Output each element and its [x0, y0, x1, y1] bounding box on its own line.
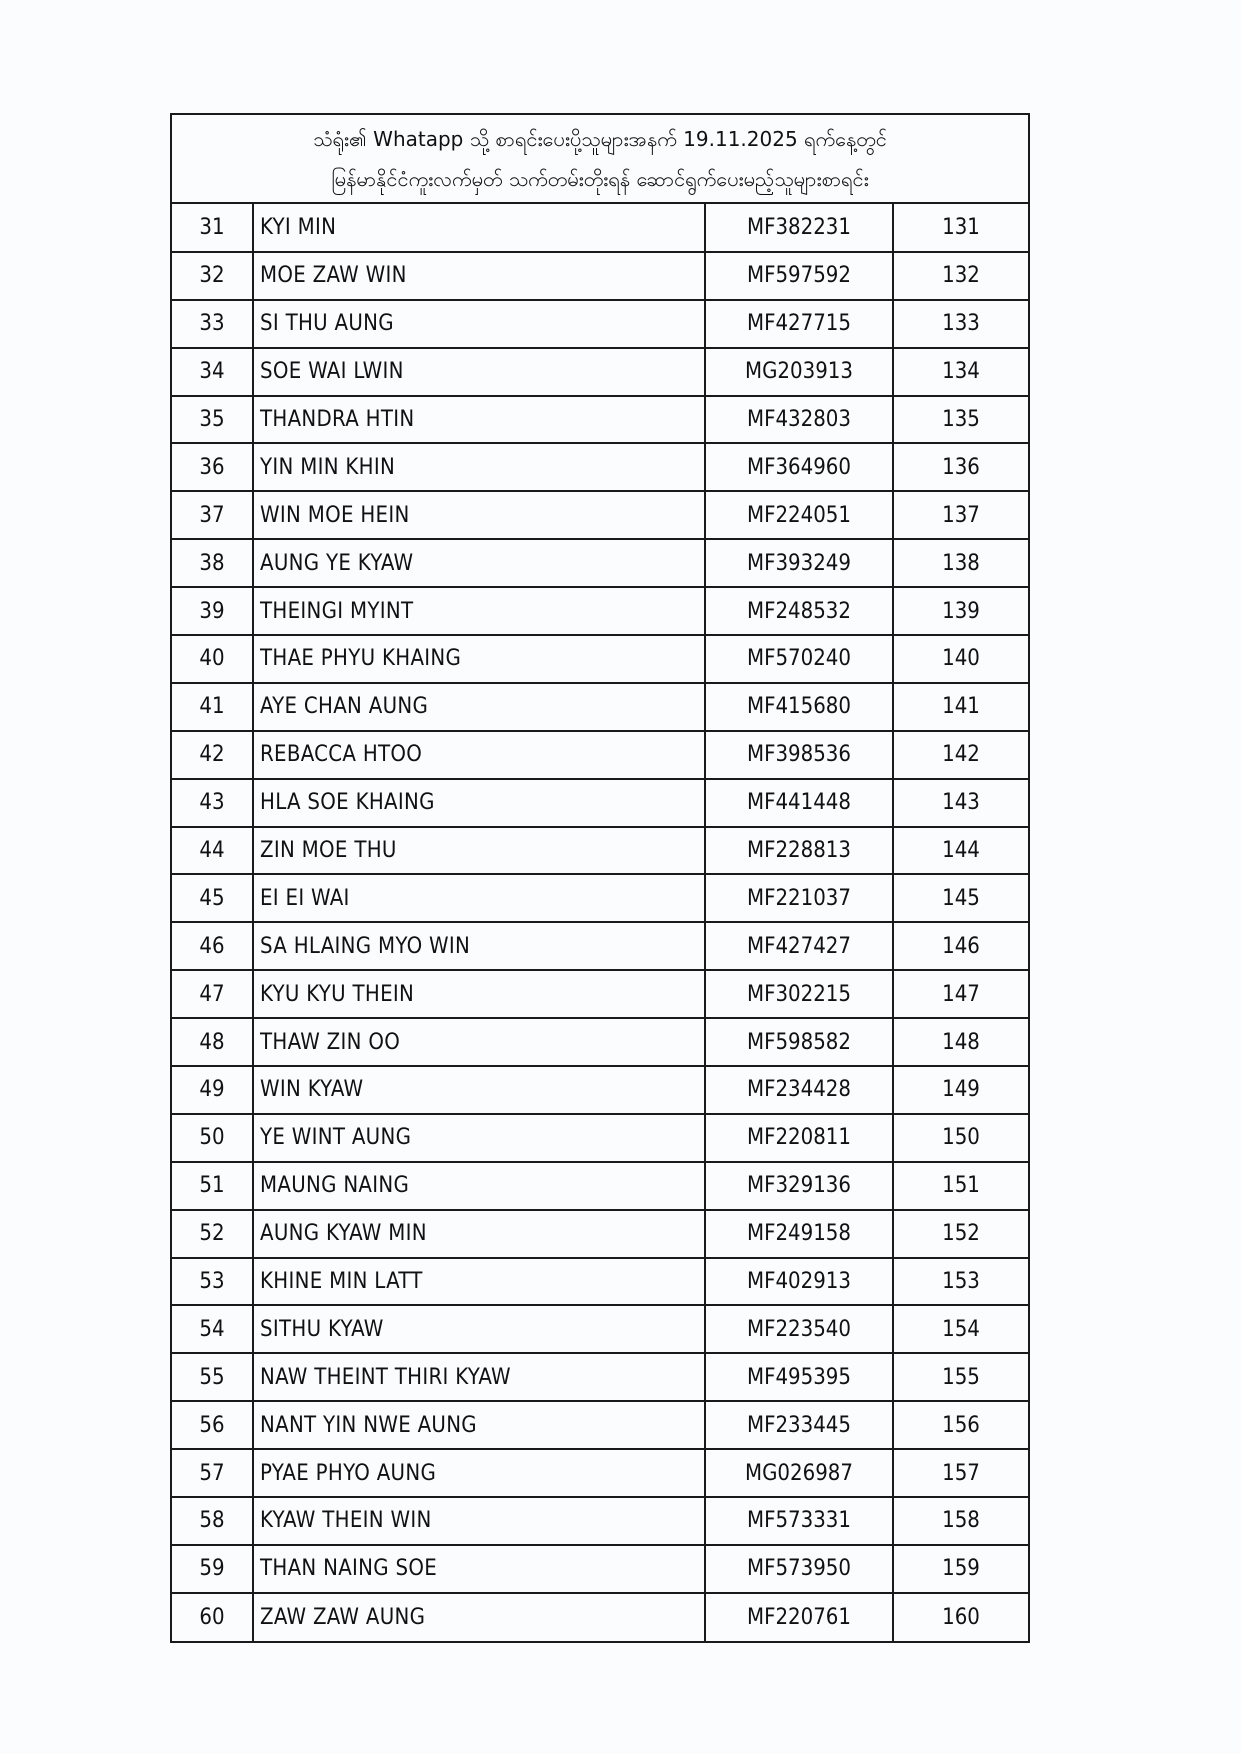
applicant-name: MOE ZAW WIN: [260, 263, 407, 289]
applicant-name: SITHU KYAW: [260, 1316, 384, 1342]
row-number: 37: [199, 502, 225, 528]
table-row: [172, 827, 1028, 875]
row-number-cell: [172, 1210, 253, 1258]
row-number: 53: [199, 1269, 225, 1295]
row-number-cell: [172, 348, 253, 396]
applicant-name-cell: [253, 443, 705, 491]
sequence-number: 154: [942, 1316, 980, 1342]
row-number-cell: [172, 1066, 253, 1114]
table-row: [172, 1305, 1028, 1353]
applicant-name-cell: [253, 922, 705, 970]
passport-number-cell: [705, 1353, 893, 1401]
sequence-number: 157: [942, 1460, 980, 1486]
passport-number-cell: [705, 1449, 893, 1497]
sequence-number-cell: [893, 779, 1028, 827]
sequence-number-cell: [893, 1545, 1028, 1593]
row-number-cell: [172, 827, 253, 875]
row-number-cell: [172, 539, 253, 587]
row-number-cell: [172, 1018, 253, 1066]
row-number-cell: [172, 1593, 253, 1641]
passport-number-cell: [705, 827, 893, 875]
passport-number: MF432803: [746, 407, 851, 432]
table-row: [172, 300, 1028, 348]
sequence-number: 144: [942, 838, 980, 864]
row-number: 35: [199, 407, 225, 432]
sequence-number: 145: [942, 885, 980, 911]
table-row: [172, 922, 1028, 970]
sequence-number: 150: [942, 1125, 980, 1151]
passport-number: MF427427: [746, 933, 851, 959]
passport-number: MF233445: [746, 1412, 851, 1438]
table-row: [172, 635, 1028, 683]
applicant-name-cell: [253, 1305, 705, 1353]
passport-number-cell: [705, 396, 893, 444]
applicant-name-cell: [253, 779, 705, 827]
sequence-number: 158: [942, 1508, 980, 1534]
passport-number: MF382231: [746, 214, 851, 240]
sequence-number-cell: [893, 1210, 1028, 1258]
row-number-cell: [172, 970, 253, 1018]
applicant-table-body: [172, 204, 1028, 1641]
row-number-cell: [172, 1449, 253, 1497]
sequence-number-cell: [893, 1497, 1028, 1545]
applicant-name-cell: [253, 300, 705, 348]
table-row: [172, 874, 1028, 922]
sequence-number-cell: [893, 443, 1028, 491]
passport-number: MF228813: [746, 838, 851, 864]
applicant-name: WIN KYAW: [260, 1077, 364, 1103]
sequence-number-cell: [893, 1401, 1028, 1449]
applicant-name: THANDRA HTIN: [260, 407, 415, 432]
applicant-name: PYAE PHYO AUNG: [260, 1460, 437, 1486]
sequence-number-cell: [893, 252, 1028, 300]
sequence-number: 147: [942, 981, 980, 1007]
table-row: [172, 1353, 1028, 1401]
sequence-number: 135: [942, 407, 980, 432]
applicant-name: AYE CHAN AUNG: [260, 694, 429, 720]
sequence-number-cell: [893, 396, 1028, 444]
passport-number: MF223540: [746, 1316, 851, 1342]
table-row: [172, 779, 1028, 827]
passport-number-cell: [705, 1066, 893, 1114]
passport-number: MF224051: [746, 502, 851, 528]
sequence-number-cell: [893, 922, 1028, 970]
passport-number-cell: [705, 491, 893, 539]
sequence-number: 153: [942, 1269, 980, 1295]
applicant-name-cell: [253, 1114, 705, 1162]
row-number-cell: [172, 635, 253, 683]
sequence-number: 131: [942, 214, 980, 240]
sequence-number: 133: [942, 311, 980, 337]
sequence-number: 156: [942, 1412, 980, 1438]
passport-number-cell: [705, 539, 893, 587]
applicant-name: THAW ZIN OO: [260, 1029, 401, 1055]
sequence-number-cell: [893, 300, 1028, 348]
row-number-cell: [172, 731, 253, 779]
row-number-cell: [172, 1114, 253, 1162]
row-number-cell: [172, 1497, 253, 1545]
applicant-name: MAUNG NAING: [260, 1173, 410, 1199]
row-number: 59: [199, 1556, 225, 1582]
passport-number-cell: [705, 587, 893, 635]
table-row: [172, 1401, 1028, 1449]
row-number: 56: [199, 1412, 225, 1438]
passport-number: MF495395: [746, 1364, 851, 1390]
sequence-number-cell: [893, 1066, 1028, 1114]
passport-number: MF221037: [746, 885, 851, 911]
sequence-number-cell: [893, 970, 1028, 1018]
applicant-name-cell: [253, 1258, 705, 1306]
passport-number: MF302215: [746, 981, 851, 1007]
sequence-number: 142: [942, 742, 980, 768]
passport-number-cell: [705, 1305, 893, 1353]
row-number: 60: [199, 1604, 225, 1630]
row-number-cell: [172, 1305, 253, 1353]
sequence-number: 151: [942, 1173, 980, 1199]
applicant-name-cell: [253, 970, 705, 1018]
passport-number: MF570240: [746, 646, 851, 672]
table-row: [172, 348, 1028, 396]
passport-number-cell: [705, 731, 893, 779]
sequence-number-cell: [893, 491, 1028, 539]
passport-number-cell: [705, 779, 893, 827]
passport-number-cell: [705, 874, 893, 922]
applicant-name: THAN NAING SOE: [260, 1556, 438, 1582]
row-number-cell: [172, 252, 253, 300]
row-number: 48: [199, 1029, 225, 1055]
row-number-cell: [172, 1401, 253, 1449]
sequence-number: 152: [942, 1221, 980, 1247]
table-row: [172, 1545, 1028, 1593]
applicant-name-cell: [253, 1401, 705, 1449]
applicant-name: SOE WAI LWIN: [260, 359, 404, 385]
table-row: [172, 731, 1028, 779]
applicant-name: ZIN MOE THU: [260, 838, 397, 864]
passport-number-cell: [705, 1401, 893, 1449]
passport-number-cell: [705, 1210, 893, 1258]
table-row: [172, 1258, 1028, 1306]
sequence-number-cell: [893, 1305, 1028, 1353]
sequence-number: 148: [942, 1029, 980, 1055]
row-number-cell: [172, 1545, 253, 1593]
passport-number: MF248532: [746, 598, 851, 624]
passport-number: MF329136: [746, 1173, 851, 1199]
table-row: [172, 587, 1028, 635]
sequence-number-cell: [893, 1593, 1028, 1641]
applicant-name-cell: [253, 1162, 705, 1210]
sequence-number-cell: [893, 731, 1028, 779]
applicant-name-cell: [253, 491, 705, 539]
passport-number: MF393249: [746, 550, 851, 576]
row-number: 36: [199, 454, 225, 480]
applicant-name-cell: [253, 874, 705, 922]
row-number-cell: [172, 396, 253, 444]
sequence-number: 140: [942, 646, 980, 672]
passport-number-cell: [705, 348, 893, 396]
sequence-number: 136: [942, 454, 980, 480]
sequence-number: 155: [942, 1364, 980, 1390]
applicant-name-cell: [253, 348, 705, 396]
passport-number: MF597592: [746, 263, 851, 289]
passport-number-cell: [705, 1114, 893, 1162]
sequence-number-cell: [893, 874, 1028, 922]
passport-number-cell: [705, 204, 893, 252]
row-number: 44: [199, 838, 225, 864]
passport-number: MF415680: [746, 694, 851, 720]
passport-number: MF598582: [746, 1029, 851, 1055]
row-number-cell: [172, 300, 253, 348]
row-number: 46: [199, 933, 225, 959]
sequence-number-cell: [893, 683, 1028, 731]
row-number: 40: [199, 646, 225, 672]
row-number: 51: [199, 1173, 225, 1199]
passport-number: MF427715: [746, 311, 851, 337]
sequence-number: 139: [942, 598, 980, 624]
row-number: 47: [199, 981, 225, 1007]
applicant-name-cell: [253, 1210, 705, 1258]
applicant-name-cell: [253, 1593, 705, 1641]
passport-number-cell: [705, 1545, 893, 1593]
table-row: [172, 1066, 1028, 1114]
row-number-cell: [172, 1258, 253, 1306]
table-row: [172, 1593, 1028, 1641]
sequence-number: 141: [942, 694, 980, 720]
row-number: 52: [199, 1221, 225, 1247]
row-number: 54: [199, 1316, 225, 1342]
sequence-number-cell: [893, 587, 1028, 635]
sequence-number: 149: [942, 1077, 980, 1103]
table-row: [172, 1497, 1028, 1545]
sequence-number-cell: [893, 204, 1028, 252]
applicant-name: YIN MIN KHIN: [260, 454, 396, 480]
passport-number: MF573331: [746, 1508, 851, 1534]
sequence-number: 146: [942, 933, 980, 959]
applicant-name-cell: [253, 683, 705, 731]
row-number: 32: [199, 263, 225, 289]
passport-number: MF249158: [746, 1221, 851, 1247]
row-number-cell: [172, 683, 253, 731]
passport-number: MF220761: [746, 1604, 851, 1630]
passport-number: MF398536: [746, 742, 851, 768]
applicant-name-cell: [253, 635, 705, 683]
passport-number: MF441448: [746, 790, 851, 816]
sequence-number-cell: [893, 1258, 1028, 1306]
passport-number: MF402913: [746, 1269, 851, 1295]
row-number-cell: [172, 922, 253, 970]
passport-number: MF364960: [746, 454, 851, 480]
applicant-name-cell: [253, 1018, 705, 1066]
applicant-name: NAW THEINT THIRI KYAW: [260, 1364, 511, 1390]
sequence-number: 134: [942, 359, 980, 385]
row-number: 50: [199, 1125, 225, 1151]
applicant-name-cell: [253, 731, 705, 779]
table-row: [172, 539, 1028, 587]
applicant-name-cell: [253, 252, 705, 300]
applicant-name-cell: [253, 539, 705, 587]
applicant-name: THAE PHYU KHAING: [260, 646, 462, 672]
row-number-cell: [172, 1353, 253, 1401]
row-number: 55: [199, 1364, 225, 1390]
applicant-name-cell: [253, 1353, 705, 1401]
passport-number-cell: [705, 252, 893, 300]
row-number-cell: [172, 491, 253, 539]
passport-number-cell: [705, 1162, 893, 1210]
table-row: [172, 252, 1028, 300]
passport-number: MF220811: [746, 1125, 851, 1151]
sequence-number-cell: [893, 348, 1028, 396]
sequence-number-cell: [893, 1018, 1028, 1066]
sequence-number-cell: [893, 1353, 1028, 1401]
passport-number-cell: [705, 1018, 893, 1066]
applicant-name-cell: [253, 1066, 705, 1114]
passport-number: MF573950: [746, 1556, 851, 1582]
row-number: 34: [199, 359, 225, 385]
applicant-name: KYU KYU THEIN: [260, 981, 415, 1007]
list-title: [172, 115, 1028, 204]
row-number-cell: [172, 443, 253, 491]
passport-number-cell: [705, 970, 893, 1018]
row-number: 33: [199, 311, 225, 337]
passport-number-cell: [705, 1497, 893, 1545]
table-row: [172, 683, 1028, 731]
table-row: [172, 1449, 1028, 1497]
applicant-name: NANT YIN NWE AUNG: [260, 1412, 477, 1438]
sequence-number: 137: [942, 502, 980, 528]
passport-number-cell: [705, 635, 893, 683]
row-number: 57: [199, 1460, 225, 1486]
applicant-name: THEINGI MYINT: [260, 598, 414, 624]
table-row: [172, 1210, 1028, 1258]
passport-number: MG203913: [745, 359, 853, 385]
applicant-name: KYAW THEIN WIN: [260, 1508, 432, 1534]
row-number: 42: [199, 742, 225, 768]
applicant-name-cell: [253, 1497, 705, 1545]
row-number: 38: [199, 550, 225, 576]
applicant-name: YE WINT AUNG: [260, 1125, 412, 1151]
passport-renewal-list: [170, 113, 1030, 1643]
row-number: 41: [199, 694, 225, 720]
applicant-name: ZAW ZAW AUNG: [260, 1604, 426, 1630]
passport-number: MF234428: [746, 1077, 851, 1103]
sequence-number: 159: [942, 1556, 980, 1582]
passport-number-cell: [705, 683, 893, 731]
sequence-number: 138: [942, 550, 980, 576]
passport-number: MG026987: [745, 1460, 853, 1486]
applicant-name-cell: [253, 396, 705, 444]
sequence-number-cell: [893, 1449, 1028, 1497]
applicant-name-cell: [253, 587, 705, 635]
sequence-number-cell: [893, 635, 1028, 683]
applicant-name: KHINE MIN LATT: [260, 1269, 423, 1295]
row-number-cell: [172, 1162, 253, 1210]
row-number-cell: [172, 204, 253, 252]
applicant-name: SA HLAING MYO WIN: [260, 933, 471, 959]
passport-number-cell: [705, 300, 893, 348]
applicant-name: KYI MIN: [260, 214, 337, 240]
applicant-name: HLA SOE KHAING: [260, 790, 435, 816]
row-number: 49: [199, 1077, 225, 1103]
title-line-1: သံရုံး၏ Whatapp သို့ စာရင်းပေးပို့သူများအနက် 19.11.2025 ရက်နေ့တွင်: [313, 126, 887, 151]
table-row: [172, 491, 1028, 539]
sequence-number-cell: [893, 1162, 1028, 1210]
applicant-name-cell: [253, 827, 705, 875]
table-row: [172, 1162, 1028, 1210]
passport-number-cell: [705, 922, 893, 970]
table-row: [172, 970, 1028, 1018]
applicant-name: WIN MOE HEIN: [260, 502, 410, 528]
row-number: 58: [199, 1508, 225, 1534]
table-row: [172, 396, 1028, 444]
passport-number-cell: [705, 1258, 893, 1306]
applicant-name: AUNG YE KYAW: [260, 550, 414, 576]
applicant-name: REBACCA HTOO: [260, 742, 423, 768]
row-number: 43: [199, 790, 225, 816]
row-number-cell: [172, 587, 253, 635]
title-line-2: မြန်မာနိုင်ငံကူးလက်မှတ် သက်တမ်းတိုးရန် ဆောင်ရွက်ပေးမည့်သူများစာရင်း: [331, 166, 869, 191]
row-number: 39: [199, 598, 225, 624]
sequence-number: 132: [942, 263, 980, 289]
table-row: [172, 443, 1028, 491]
table-row: [172, 204, 1028, 252]
row-number-cell: [172, 874, 253, 922]
table-row: [172, 1018, 1028, 1066]
sequence-number: 160: [942, 1604, 980, 1630]
applicant-name-cell: [253, 1545, 705, 1593]
applicant-name: SI THU AUNG: [260, 311, 394, 337]
applicant-name-cell: [253, 1449, 705, 1497]
row-number-cell: [172, 779, 253, 827]
sequence-number-cell: [893, 827, 1028, 875]
applicant-name: AUNG KYAW MIN: [260, 1221, 427, 1247]
applicant-name: EI EI WAI: [260, 885, 350, 911]
passport-number-cell: [705, 443, 893, 491]
row-number: 45: [199, 885, 225, 911]
sequence-number: 143: [942, 790, 980, 816]
applicant-name-cell: [253, 204, 705, 252]
sequence-number-cell: [893, 539, 1028, 587]
table-row: [172, 1114, 1028, 1162]
passport-number-cell: [705, 1593, 893, 1641]
sequence-number-cell: [893, 1114, 1028, 1162]
applicant-table: [172, 204, 1028, 1641]
row-number: 31: [199, 214, 225, 240]
